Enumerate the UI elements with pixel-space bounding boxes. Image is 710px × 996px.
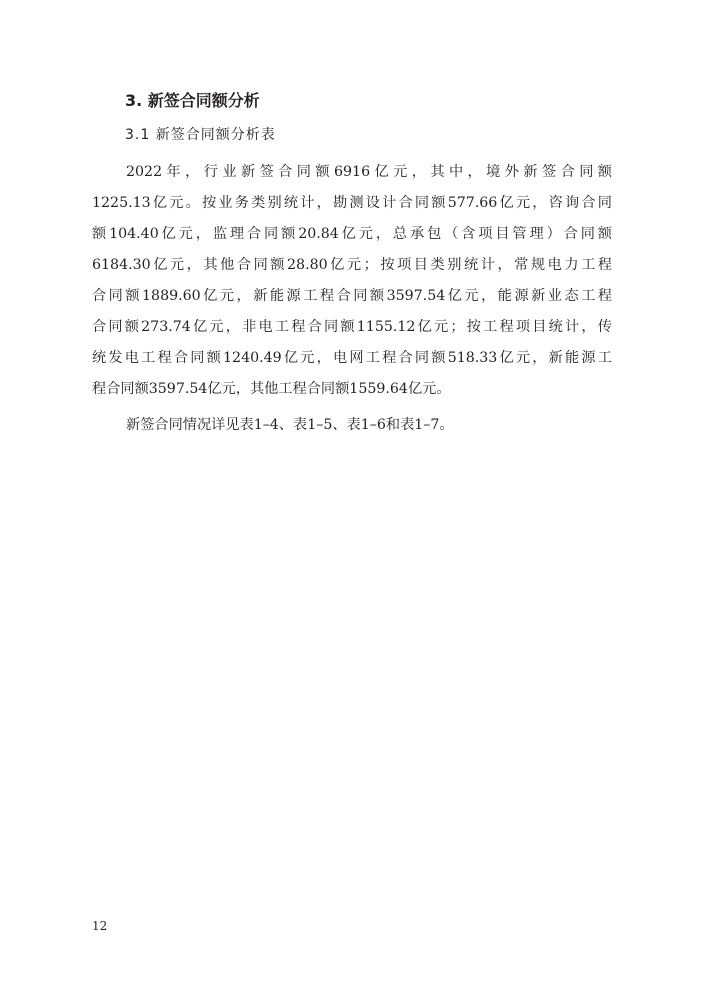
section-heading: 3. 新签合同额分析 (125, 91, 260, 110)
paragraph-line: 程合同额3597.54亿元，其他工程合同额1559.64亿元。 (92, 381, 451, 397)
paragraph-line: 合同额273.74亿元，非电工程合同额1155.12亿元；按工程项目统计，传 (92, 319, 612, 335)
section-subheading: 3.1 新签合同额分析表 (125, 127, 276, 143)
paragraph-line: 6184.30亿元，其他合同额28.80亿元；按项目类别统计，常规电力工程 (92, 257, 612, 273)
page-number: 12 (92, 919, 108, 933)
paragraph-2: 新签合同情况详见表1–4、表1–5、表1–6和表1–7。 (126, 417, 454, 433)
paragraph-line: 2022年，行业新签合同额6916亿元，其中，境外新签合同额 (126, 164, 612, 180)
paragraph-line: 额104.40亿元，监理合同额20.84亿元，总承包（含项目管理）合同额 (92, 226, 612, 242)
paragraph-line: 合同额1889.60亿元，新能源工程合同额3597.54亿元，能源新业态工程 (92, 288, 612, 304)
paragraph-line: 统发电工程合同额1240.49亿元，电网工程合同额518.33亿元，新能源工 (92, 350, 612, 366)
paragraph-line: 1225.13亿元。按业务类别统计，勘测设计合同额577.66亿元，咨询合同 (92, 195, 612, 211)
